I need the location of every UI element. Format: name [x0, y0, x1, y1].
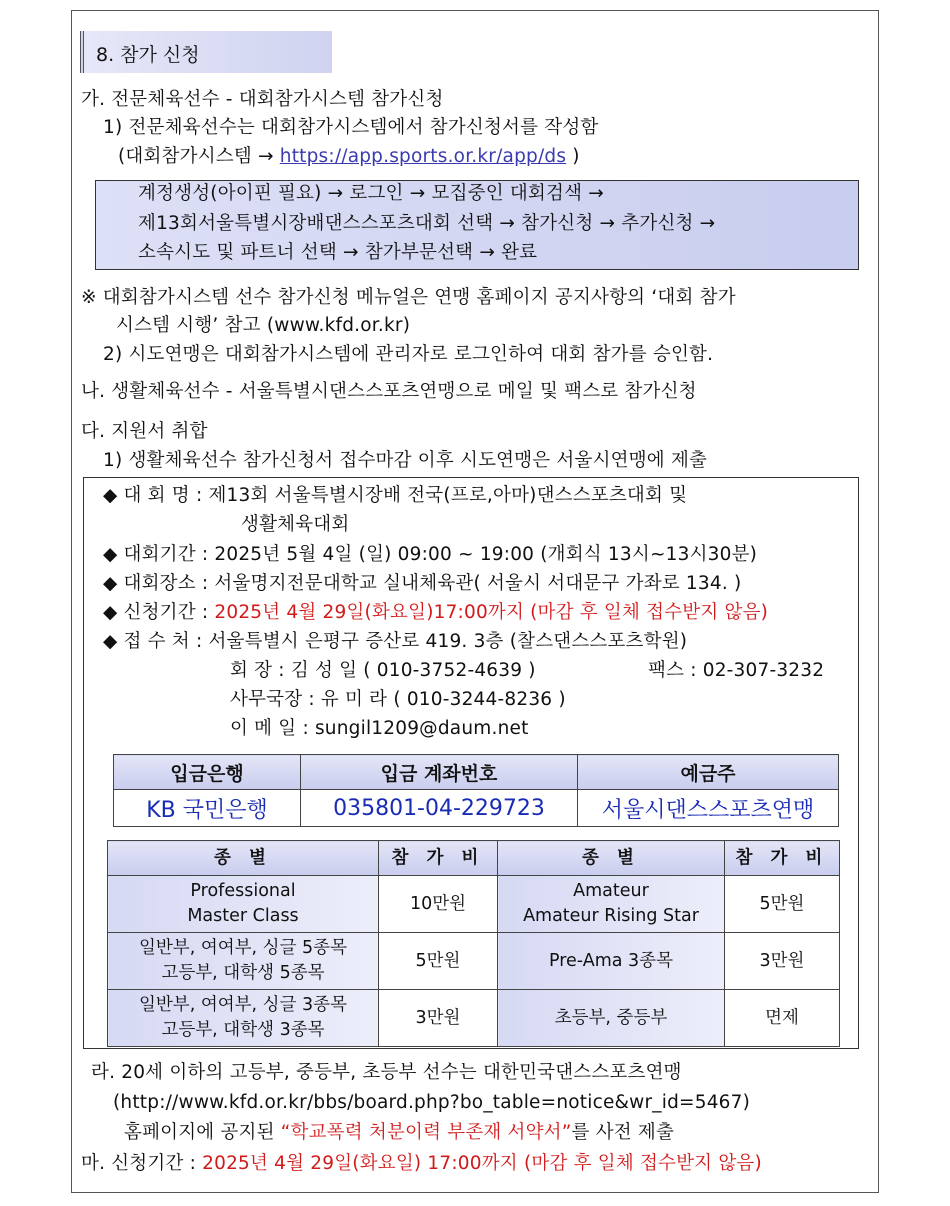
ra-line3-suffix: 를 사전 제출: [571, 1122, 675, 1143]
ga-note-line2: 시스템 시행’ 참고 (www.kfd.or.kr): [116, 315, 411, 336]
fee-category-left: [108, 876, 379, 933]
account-number: 035801-04-229723: [301, 790, 578, 827]
da-heading: 다. 지원서 취합: [81, 421, 208, 442]
info-venue: [103, 572, 741, 596]
info-email: 이 메 일 : sungil1209@daum.net: [230, 718, 529, 739]
ra-line2-url[interactable]: (http://www.kfd.or.kr/bbs/board.php?bo_table=notice&wr_id=5467): [113, 1092, 751, 1113]
ga-item1-sub-prefix: (대회참가시스템 →: [118, 146, 280, 167]
section-title: 8. 참가 신청: [96, 44, 200, 66]
ma-value: 2025년 4월 29일(화요일) 17:00까지 (마감 후 일체 접수받지 않음): [202, 1153, 762, 1174]
fee-category-line: 일반부, 여여부, 싱글 3종목: [139, 995, 347, 1015]
fee-amount-right: 면제: [725, 990, 840, 1047]
app-link[interactable]: https://app.sports.or.kr/app/ds: [279, 146, 567, 167]
fee-header-category-2: 종 별: [498, 841, 725, 876]
info-secretary: 사무국장 : 유 미 라 ( 010-3244-8236 ): [230, 689, 566, 710]
fee-category-line: 일반부, 여여부, 싱글 5종목: [139, 938, 347, 958]
na-heading: 나. 생활체육선수 - 서울특별시댄스스포츠연맹으로 메일 및 팩스로 참가신청: [81, 381, 697, 402]
account-holder: 서울시댄스스포츠연맹: [578, 790, 839, 827]
fee-category-line: Professional: [190, 881, 296, 901]
ma-line: [81, 1152, 762, 1176]
flow-line-3: 소속시도 및 파트너 선택 → 참가부문선택 → 완료: [138, 242, 538, 263]
fee-category-left: [108, 990, 379, 1047]
fee-category-right: 초등부, 중등부: [498, 990, 725, 1047]
info-venue-label: ◆ 대회장소 :: [103, 573, 215, 594]
bank-header-bank: 입금은행: [114, 755, 301, 790]
ga-item1-sub-suffix: ): [566, 146, 580, 167]
info-period-value: 2025년 5월 4일 (일) 09:00 ~ 19:00 (개회식 13시~13시30분): [214, 544, 758, 565]
ra-line1: 라. 20세 이하의 고등부, 중등부, 초등부 선수는 대한민국댄스스포츠연맹: [91, 1062, 682, 1083]
bank-header-account: 입금 계좌번호: [301, 755, 578, 790]
fee-category-right: [498, 876, 725, 933]
ra-line3: [124, 1121, 674, 1145]
ga-heading: 가. 전문체육선수 - 대회참가시스템 참가신청: [81, 89, 444, 110]
info-apply-value: 2025년 4월 29일(화요일)17:00까지 (마감 후 일체 접수받지 않음): [214, 602, 769, 623]
ga-item1-sub: [118, 145, 580, 169]
bank-header-holder: 예금주: [578, 755, 839, 790]
info-name-label: ◆ 대 회 명 :: [103, 485, 209, 506]
fee-header-fee-1: 참 가 비: [379, 841, 498, 876]
fee-category-right: Pre-Ama 3종목: [498, 933, 725, 990]
ga-item2: 2) 시도연맹은 대회참가시스템에 관리자로 로그인하여 대회 참가를 승인함.: [103, 344, 714, 365]
bank-name: KB 국민은행: [114, 790, 301, 827]
info-recv-value: 서울특별시 은평구 증산로 419. 3층 (찰스댄스스포츠학원): [208, 631, 688, 652]
info-recv: [103, 630, 687, 654]
fee-category-line: Amateur Rising Star: [523, 906, 699, 926]
fee-row: [108, 933, 840, 990]
fee-header-fee-2: 참 가 비: [725, 841, 840, 876]
ma-label: 마. 신청기간 :: [81, 1153, 203, 1174]
bank-table: [113, 754, 839, 827]
fee-amount-right: 3만원: [725, 933, 840, 990]
info-apply-label: ◆ 신청기간 :: [103, 602, 215, 623]
flow-line-1: 계정생성(아이핀 필요) → 로그인 → 모집중인 대회검색 →: [138, 183, 604, 204]
info-recv-label: ◆ 접 수 처 :: [103, 631, 209, 652]
da-item1: 1) 생활체육선수 참가신청서 접수마감 이후 시도연맹은 서울시연맹에 제출: [103, 450, 708, 471]
fee-category-line: 고등부, 대학생 5종목: [161, 963, 325, 983]
info-fax: 팩스 : 02-307-3232: [648, 660, 825, 681]
fee-amount-right: 5만원: [725, 876, 840, 933]
fee-row: [108, 990, 840, 1047]
info-name: [103, 484, 687, 508]
fee-amount-left: 3만원: [379, 990, 498, 1047]
fee-header-category-1: 종 별: [108, 841, 379, 876]
fee-amount-left: 5만원: [379, 933, 498, 990]
info-name-value2: 생활체육대회: [241, 514, 350, 535]
ra-line3-prefix: 홈페이지에 공지된: [124, 1122, 281, 1143]
process-flow-box: [95, 180, 859, 270]
info-period: [103, 543, 757, 567]
flow-line-2: 제13회서울특별시장배댄스스포츠대회 선택 → 참가신청 → 추가신청 →: [138, 213, 716, 234]
info-apply: [103, 601, 768, 625]
info-name-value: 제13회 서울특별시장배 전국(프로,아마)댄스스포츠대회 및: [208, 485, 688, 506]
fee-row: [108, 876, 840, 933]
fee-amount-left: 10만원: [379, 876, 498, 933]
fee-category-line: Amateur: [573, 881, 649, 901]
fee-category-left: [108, 933, 379, 990]
fee-category-line: Master Class: [187, 906, 299, 926]
info-venue-value: 서울명지전문대학교 실내체육관( 서울시 서대문구 가좌로 134. ): [214, 573, 742, 594]
info-chair: 회 장 : 김 성 일 ( 010-3752-4639 ): [230, 660, 536, 681]
pledge-form-name: “학교폭력 처분이력 부존재 서약서”: [280, 1122, 572, 1143]
ga-note-line1: ※ 대회참가시스템 선수 참가신청 메뉴얼은 연맹 홈페이지 공지사항의 ‘대회 참가: [81, 287, 736, 308]
section-title-box: [80, 31, 332, 73]
fee-table: [107, 840, 840, 1047]
fee-category-line: 고등부, 대학생 3종목: [161, 1020, 325, 1040]
info-period-label: ◆ 대회기간 :: [103, 544, 215, 565]
ga-item1: 1) 전문체육선수는 대회참가시스템에서 참가신청서를 작성함: [103, 117, 599, 138]
